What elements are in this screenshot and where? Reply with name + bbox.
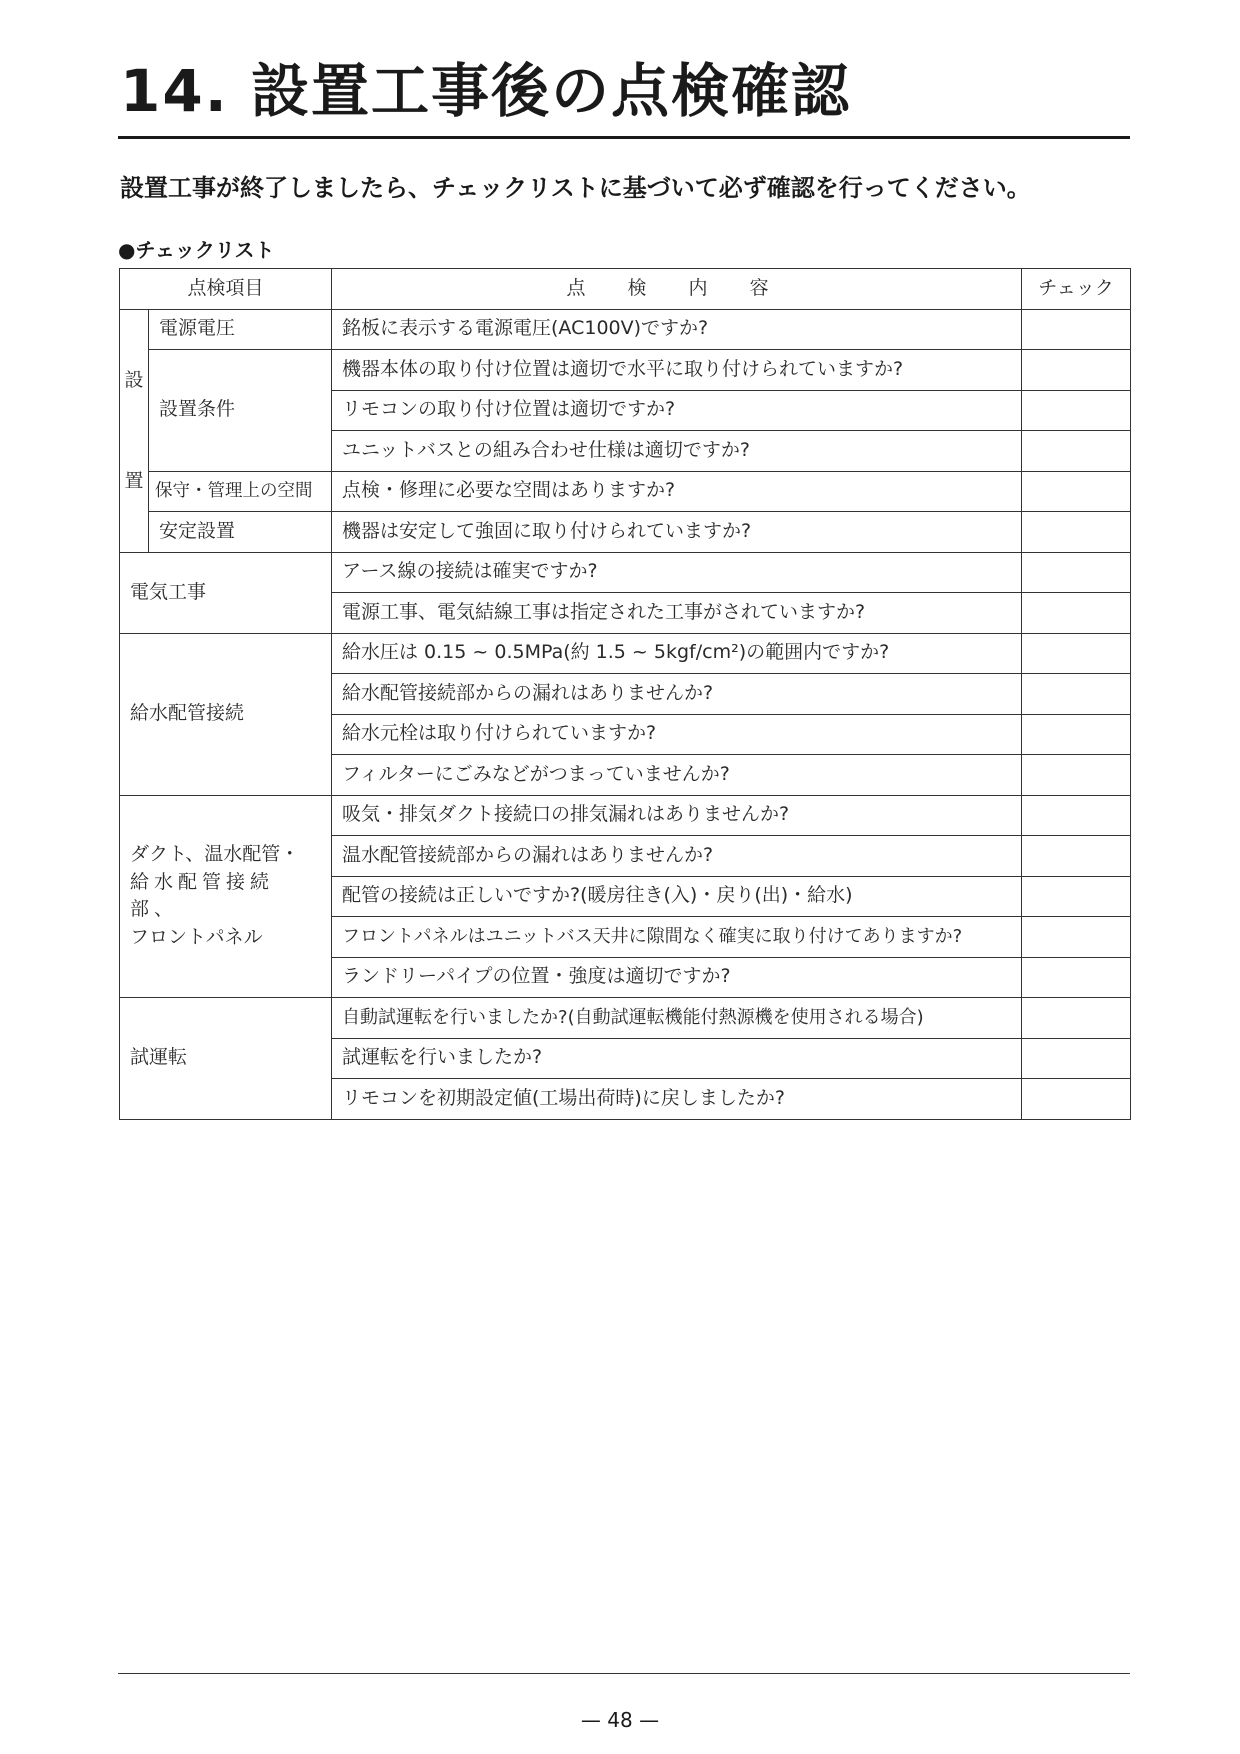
check-cell[interactable] <box>1022 350 1131 391</box>
table-row <box>120 795 1131 836</box>
check-cell[interactable] <box>1022 431 1131 472</box>
content-cell: 機器本体の取り付け位置は適切で水平に取り付けられていますか? <box>332 350 1022 391</box>
check-cell[interactable] <box>1022 471 1131 512</box>
content-cell: 吸気・排気ダクト接続口の排気漏れはありませんか? <box>332 795 1022 836</box>
group-label-duct <box>120 795 332 998</box>
content-cell: 給水圧は 0.15 ~ 0.5MPa(約 1.5 ~ 5kgf/cm²)の範囲内ですか? <box>332 633 1022 674</box>
check-cell[interactable] <box>1022 593 1131 634</box>
item-cell: 電源電圧 <box>149 309 332 350</box>
header-content: 点 検 内 容 <box>332 269 1022 310</box>
group-label-electrical: 電気工事 <box>120 552 332 633</box>
duct-label-line: 給水配管接続部、 <box>130 870 275 921</box>
content-cell: フィルターにごみなどがつまっていませんか? <box>332 755 1022 796</box>
content-cell: ランドリーパイプの位置・強度は適切ですか? <box>332 957 1022 998</box>
item-cell: 安定設置 <box>149 512 332 553</box>
content-cell: 自動試運転を行いましたか?(自動試運転機能付熱源機を使用される場合) <box>332 998 1022 1039</box>
check-cell[interactable] <box>1022 836 1131 877</box>
content-cell: リモコンの取り付け位置は適切ですか? <box>332 390 1022 431</box>
content-cell: 電源工事、電気結線工事は指定された工事がされていますか? <box>332 593 1022 634</box>
table-row <box>120 471 1131 512</box>
content-cell: 試運転を行いましたか? <box>332 1038 1022 1079</box>
setup-label-char: 置 <box>124 469 144 492</box>
content-cell: リモコンを初期設定値(工場出荷時)に戻しましたか? <box>332 1079 1022 1120</box>
duct-label-line: フロントパネル <box>130 925 263 948</box>
check-cell[interactable] <box>1022 309 1131 350</box>
check-cell[interactable] <box>1022 674 1131 715</box>
header-item: 点検項目 <box>120 269 332 310</box>
content-cell: ユニットバスとの組み合わせ仕様は適切ですか? <box>332 431 1022 472</box>
table-row <box>120 350 1131 391</box>
table-row <box>120 309 1131 350</box>
check-cell[interactable] <box>1022 633 1131 674</box>
title-divider <box>118 136 1130 139</box>
page-title: 14. 設置工事後の点検確認 <box>120 57 851 125</box>
check-cell[interactable] <box>1022 876 1131 917</box>
content-cell: 点検・修理に必要な空間はありますか? <box>332 471 1022 512</box>
footer-divider <box>118 1673 1130 1674</box>
table-row <box>120 552 1131 593</box>
content-cell: 温水配管接続部からの漏れはありませんか? <box>332 836 1022 877</box>
group-label-trial-run: 試運転 <box>120 998 332 1120</box>
check-cell[interactable] <box>1022 1079 1131 1120</box>
content-cell: フロントパネルはユニットバス天井に隙間なく確実に取り付けてありますか? <box>332 917 1022 958</box>
content-cell: 機器は安定して強固に取り付けられていますか? <box>332 512 1022 553</box>
table-header-row <box>120 269 1131 310</box>
checklist-table <box>119 268 1131 1120</box>
duct-label-line: ダクト、温水配管・ <box>130 843 300 866</box>
content-cell: 銘板に表示する電源電圧(AC100V)ですか? <box>332 309 1022 350</box>
table-row <box>120 512 1131 553</box>
setup-group-label <box>120 309 149 552</box>
group-label-water-supply: 給水配管接続 <box>120 633 332 795</box>
table-row <box>120 998 1131 1039</box>
check-cell[interactable] <box>1022 512 1131 553</box>
section-label: ●チェックリスト <box>118 238 275 262</box>
check-cell[interactable] <box>1022 917 1131 958</box>
check-cell[interactable] <box>1022 1038 1131 1079</box>
intro-text: 設置工事が終了しましたら、チェックリストに基づいて必ず確認を行ってください。 <box>120 174 1031 202</box>
check-cell[interactable] <box>1022 795 1131 836</box>
content-cell: 給水元栓は取り付けられていますか? <box>332 714 1022 755</box>
check-cell[interactable] <box>1022 552 1131 593</box>
check-cell[interactable] <box>1022 998 1131 1039</box>
header-check: チェック <box>1022 269 1131 310</box>
content-cell: 配管の接続は正しいですか?(暖房往き(入)・戻り(出)・給水) <box>332 876 1022 917</box>
page-number: — 48 — <box>580 1708 660 1732</box>
content-cell: アース線の接続は確実ですか? <box>332 552 1022 593</box>
check-cell[interactable] <box>1022 390 1131 431</box>
check-cell[interactable] <box>1022 957 1131 998</box>
setup-label-char: 設 <box>124 368 144 391</box>
item-cell: 設置条件 <box>149 350 332 472</box>
item-cell: 保守・管理上の空間 <box>149 471 332 512</box>
check-cell[interactable] <box>1022 714 1131 755</box>
content-cell: 給水配管接続部からの漏れはありませんか? <box>332 674 1022 715</box>
check-cell[interactable] <box>1022 755 1131 796</box>
table-row <box>120 633 1131 674</box>
